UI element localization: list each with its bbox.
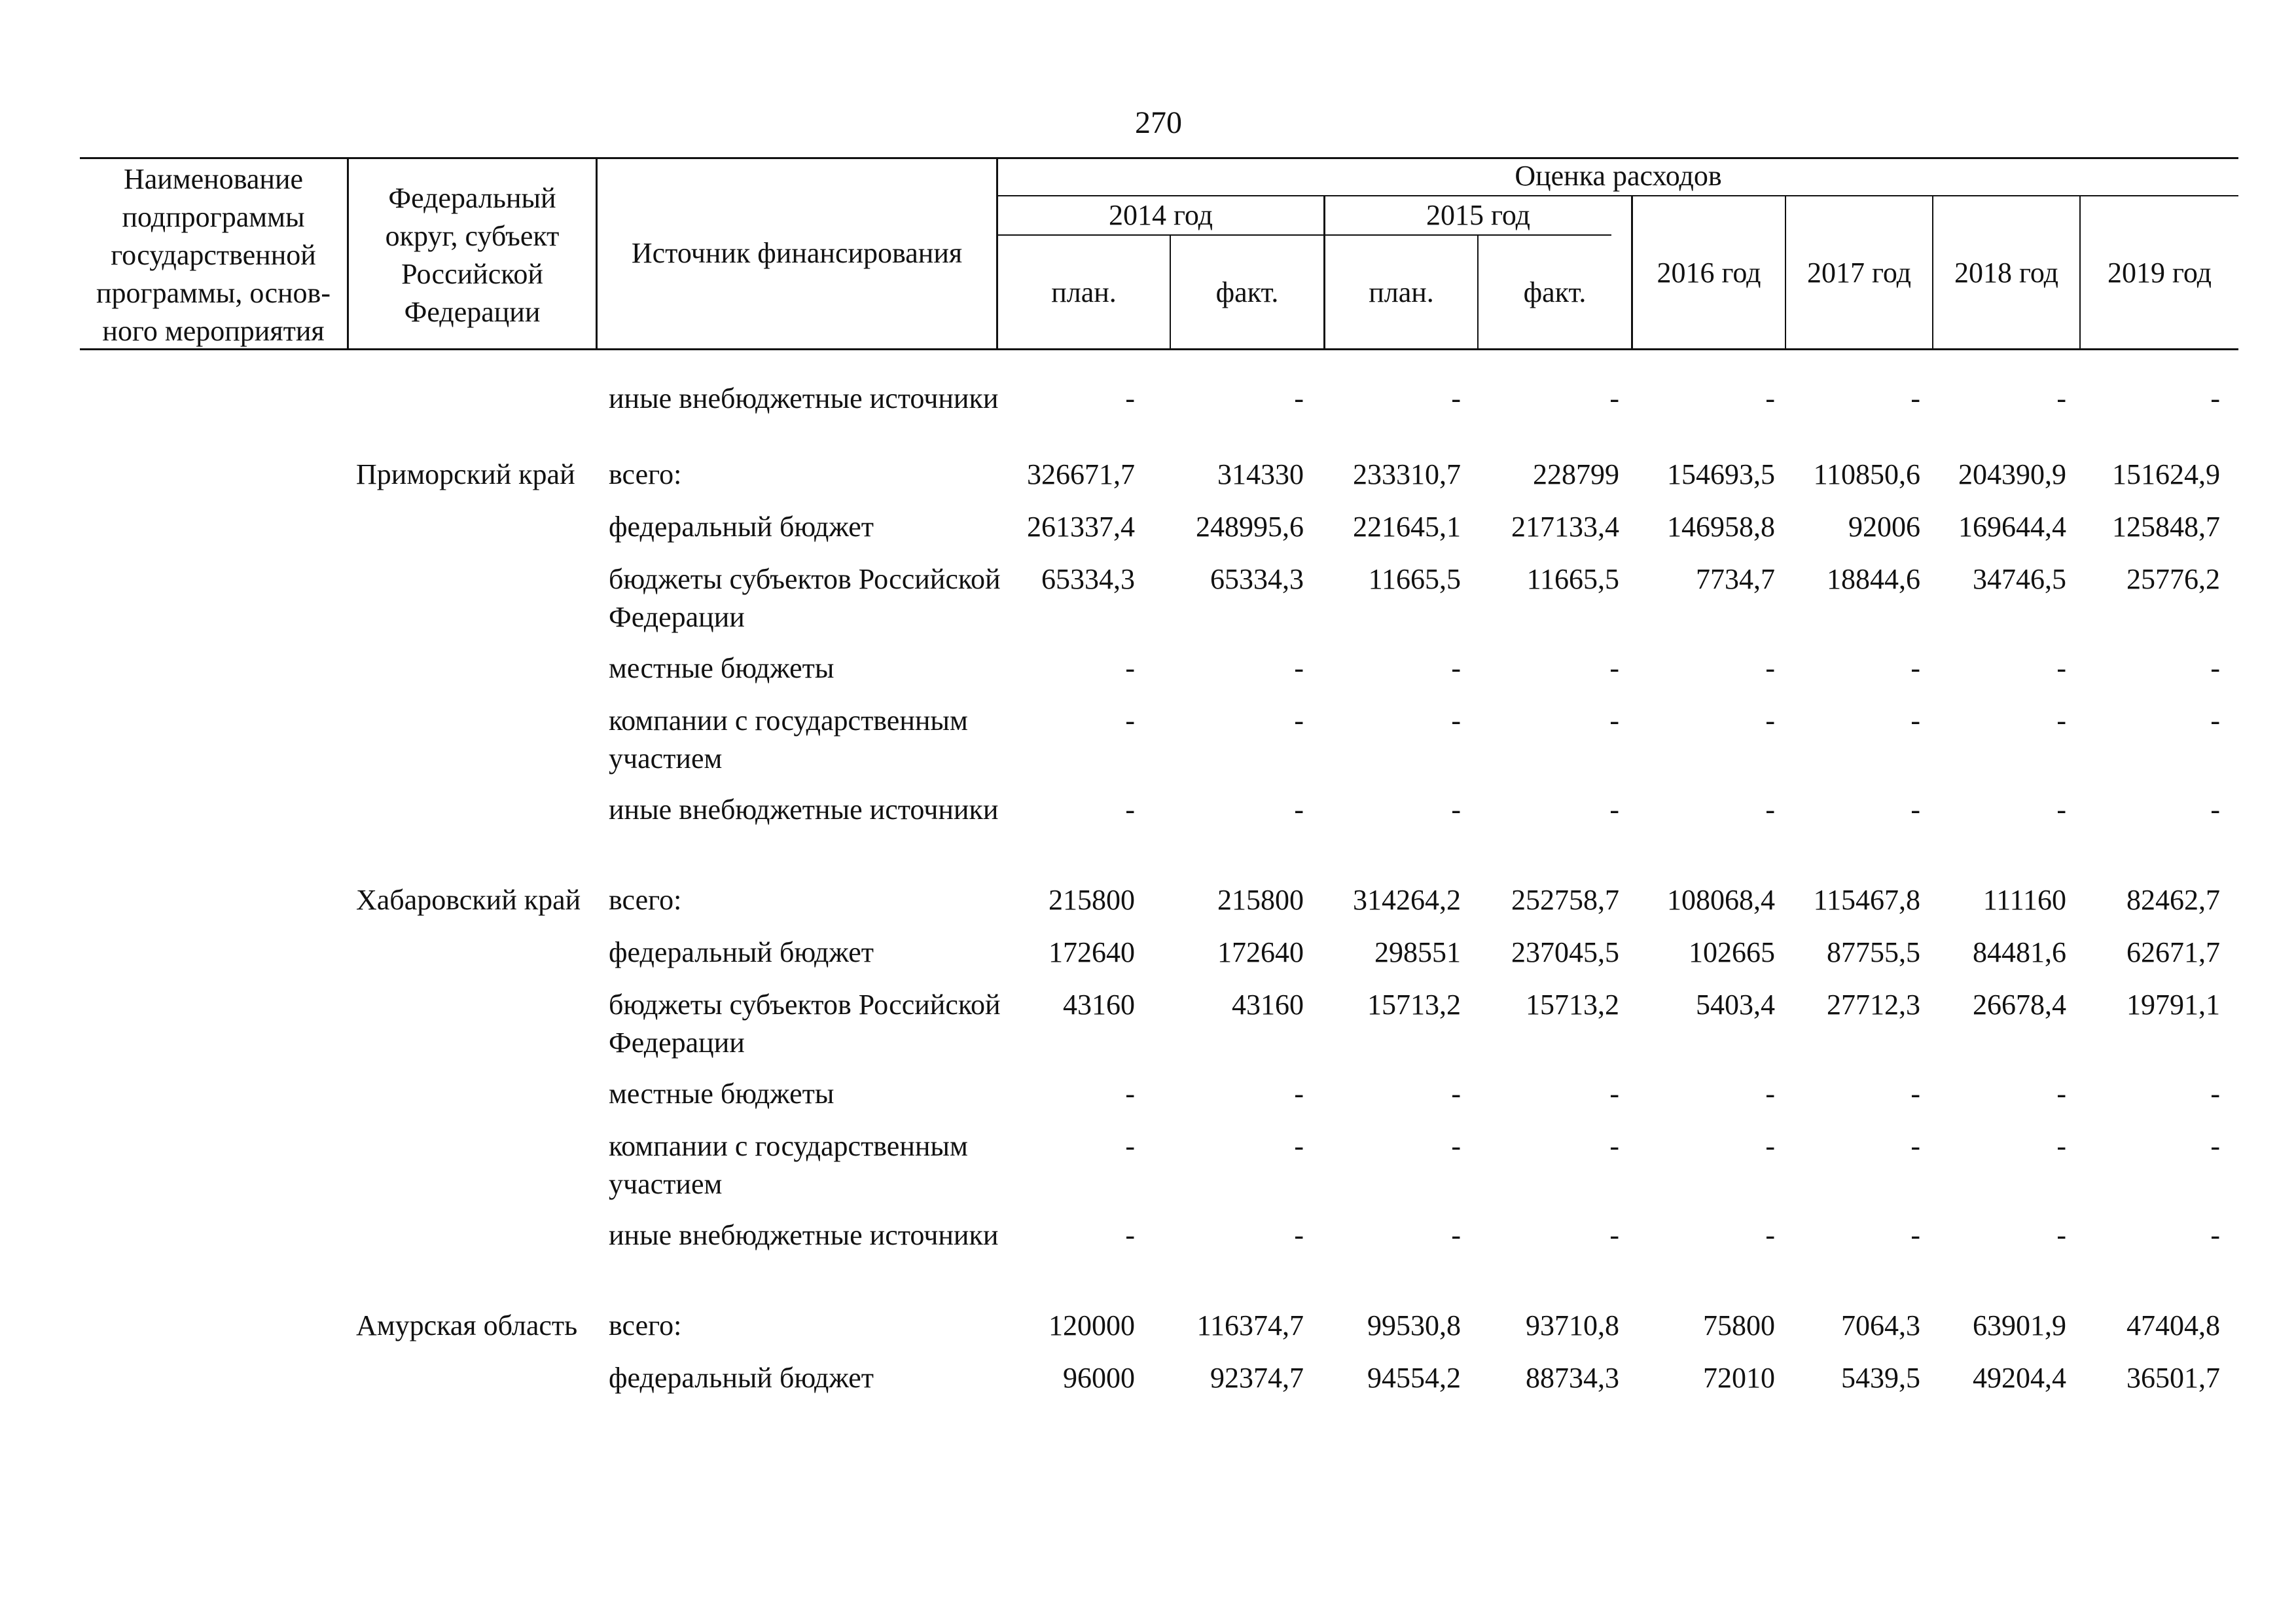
value-cell: 65334,3 (1041, 563, 1135, 595)
value-cell: 65334,3 (1210, 563, 1304, 595)
table-row (80, 380, 2238, 456)
value-cell: - (1910, 1130, 1920, 1162)
value-cell: - (1294, 793, 1304, 826)
value-cell: - (1609, 704, 1619, 737)
value-cell: - (2210, 1219, 2220, 1251)
value-cell: - (1609, 1219, 1619, 1251)
header-2015-plan: план. (1369, 276, 1434, 308)
value-cell: 314264,2 (1353, 884, 1461, 916)
value-cell: 75800 (1703, 1309, 1775, 1341)
value-cell: - (1125, 652, 1135, 684)
value-cell: - (1294, 652, 1304, 684)
value-cell: 15713,2 (1526, 989, 1619, 1021)
value-cell: - (1910, 1219, 1920, 1251)
value-cell: 233310,7 (1353, 458, 1461, 490)
value-cell: - (2210, 382, 2220, 414)
value-cell: 92006 (1848, 511, 1920, 543)
value-cell: - (1451, 1078, 1461, 1110)
value-cell: - (1125, 793, 1135, 826)
subject-cell: Амурская область (356, 1309, 578, 1341)
value-cell: - (1609, 652, 1619, 684)
value-cell: - (2210, 793, 2220, 826)
source-cell: иные внебюджетные источники (609, 793, 999, 826)
value-cell: - (2056, 1219, 2066, 1251)
value-cell: - (2056, 704, 2066, 737)
source-cell: федеральный бюджет (609, 1362, 874, 1394)
header-2015-fact: факт. (1523, 276, 1587, 308)
value-cell: - (1765, 382, 1775, 414)
value-cell: 5439,5 (1841, 1362, 1920, 1394)
table-row (80, 560, 2238, 649)
value-cell: - (1609, 382, 1619, 414)
table-row (80, 934, 2238, 986)
value-cell: 94554,2 (1367, 1362, 1461, 1394)
table-row (80, 508, 2238, 560)
value-cell: 204390,9 (1958, 458, 2066, 490)
value-cell: 108068,4 (1667, 884, 1775, 916)
value-cell: - (2056, 1130, 2066, 1162)
value-cell: 72010 (1703, 1362, 1775, 1394)
source-cell: компании с государственным участием (609, 704, 968, 775)
table-row (80, 1359, 2238, 1412)
header-expenses: Оценка расходов (1515, 160, 1722, 192)
value-cell: 96000 (1063, 1362, 1135, 1394)
value-cell: 125848,7 (2112, 511, 2220, 543)
value-cell: - (2056, 382, 2066, 414)
value-cell: 7734,7 (1696, 563, 1775, 595)
value-cell: - (1910, 1078, 1920, 1110)
value-cell: 62671,7 (2126, 936, 2220, 968)
value-cell: - (1910, 793, 1920, 826)
header-year-2017: 2017 год (1806, 257, 1912, 289)
value-cell: - (1765, 704, 1775, 737)
header-2014-fact: факт. (1215, 276, 1279, 308)
value-cell: - (1765, 1130, 1775, 1162)
value-cell: 228799 (1533, 458, 1619, 490)
source-cell: федеральный бюджет (609, 511, 874, 543)
source-cell: всего: (609, 1309, 682, 1341)
table-row (80, 1127, 2238, 1216)
table-row (80, 986, 2238, 1075)
value-cell: 221645,1 (1353, 511, 1461, 543)
value-cell: 146958,8 (1667, 511, 1775, 543)
source-cell: компании с государственным участием (609, 1130, 968, 1200)
header-2014-plan: план. (1051, 276, 1117, 308)
value-cell: 19791,1 (2126, 989, 2220, 1021)
header-year-2019: 2019 год (2107, 257, 2212, 289)
value-cell: 102665 (1689, 936, 1775, 968)
value-cell: - (1609, 1078, 1619, 1110)
value-cell: 25776,2 (2126, 563, 2220, 595)
table-body (80, 380, 2238, 1412)
value-cell: - (1125, 1078, 1135, 1110)
value-cell: 27712,3 (1827, 989, 1920, 1021)
header-year-2014: 2014 год (1108, 199, 1213, 231)
value-cell: - (1294, 1130, 1304, 1162)
table-header (80, 157, 2238, 350)
value-cell: - (1451, 382, 1461, 414)
header-year-2016: 2016 год (1657, 257, 1761, 289)
value-cell: - (1125, 1130, 1135, 1162)
value-cell: - (1910, 652, 1920, 684)
value-cell: 261337,4 (1027, 511, 1135, 543)
value-cell: 88734,3 (1526, 1362, 1619, 1394)
value-cell: - (1451, 652, 1461, 684)
table-row (80, 791, 2238, 881)
value-cell: 92374,7 (1210, 1362, 1304, 1394)
source-cell: всего: (609, 884, 682, 916)
table-row (80, 1307, 2238, 1359)
value-cell: 172640 (1217, 936, 1304, 968)
header-year-2015: 2015 год (1426, 199, 1531, 231)
value-cell: - (1294, 1078, 1304, 1110)
value-cell: - (2210, 1078, 2220, 1110)
value-cell: 151624,9 (2112, 458, 2220, 490)
value-cell: 217133,4 (1511, 511, 1619, 543)
source-cell: иные внебюджетные источники (609, 382, 999, 414)
value-cell: - (2210, 704, 2220, 737)
value-cell: - (2056, 1078, 2066, 1110)
value-cell: 298551 (1374, 936, 1461, 968)
value-cell: - (1451, 1130, 1461, 1162)
header-program: Наименование подпрограммы государственной программы, основ-ного мероприятия (96, 163, 331, 347)
page-number: 270 (1135, 105, 1182, 140)
value-cell: - (1294, 1219, 1304, 1251)
value-cell: 154693,5 (1667, 458, 1775, 490)
value-cell: - (1910, 382, 1920, 414)
value-cell: - (1765, 1219, 1775, 1251)
subject-cell: Хабаровский край (356, 884, 581, 916)
value-cell: 169644,4 (1958, 511, 2066, 543)
value-cell: - (1765, 1078, 1775, 1110)
value-cell: - (2210, 1130, 2220, 1162)
value-cell: 5403,4 (1696, 989, 1775, 1021)
source-cell: местные бюджеты (609, 1078, 834, 1110)
value-cell: 82462,7 (2126, 884, 2220, 916)
value-cell: 115467,8 (1813, 884, 1920, 916)
value-cell: - (1294, 382, 1304, 414)
value-cell: 47404,8 (2126, 1309, 2220, 1341)
table-row (80, 456, 2238, 508)
value-cell: 11665,5 (1526, 563, 1619, 595)
header-subject: Федеральный округ, субъект Российской Федерации (385, 182, 560, 328)
table-row (80, 881, 2238, 934)
value-cell: 314330 (1217, 458, 1304, 490)
value-cell: 84481,6 (1973, 936, 2066, 968)
value-cell: 7064,3 (1841, 1309, 1920, 1341)
value-cell: - (1765, 793, 1775, 826)
value-cell: - (1765, 652, 1775, 684)
value-cell: 49204,4 (1973, 1362, 2066, 1394)
value-cell: - (1451, 704, 1461, 737)
table-row (80, 1216, 2238, 1307)
source-cell: бюджеты субъектов Российской Федерации (609, 563, 1001, 633)
source-cell: иные внебюджетные источники (609, 1219, 999, 1251)
value-cell: - (1125, 382, 1135, 414)
source-cell: федеральный бюджет (609, 936, 874, 968)
value-cell: 120000 (1049, 1309, 1135, 1341)
value-cell: - (1125, 1219, 1135, 1251)
value-cell: - (1451, 793, 1461, 826)
value-cell: 87755,5 (1827, 936, 1920, 968)
table-row (80, 702, 2238, 791)
value-cell: 43160 (1232, 989, 1304, 1021)
source-cell: бюджеты субъектов Российской Федерации (609, 989, 1001, 1059)
value-cell: - (1451, 1219, 1461, 1251)
table-row (80, 1075, 2238, 1127)
value-cell: 34746,5 (1973, 563, 2066, 595)
value-cell: 93710,8 (1526, 1309, 1619, 1341)
value-cell: - (1125, 704, 1135, 737)
value-cell: 43160 (1063, 989, 1135, 1021)
value-cell: 110850,6 (1813, 458, 1920, 490)
value-cell: - (1609, 793, 1619, 826)
value-cell: 215800 (1217, 884, 1304, 916)
value-cell: 18844,6 (1827, 563, 1920, 595)
source-cell: местные бюджеты (609, 652, 834, 684)
value-cell: 248995,6 (1196, 511, 1304, 543)
value-cell: 237045,5 (1511, 936, 1619, 968)
value-cell: 326671,7 (1027, 458, 1135, 490)
value-cell: 215800 (1049, 884, 1135, 916)
value-cell: 99530,8 (1367, 1309, 1461, 1341)
value-cell: 111160 (1982, 884, 2066, 916)
header-source: Источник финансирования (631, 237, 963, 269)
value-cell: - (1609, 1130, 1619, 1162)
value-cell: 63901,9 (1973, 1309, 2066, 1341)
value-cell: 172640 (1049, 936, 1135, 968)
value-cell: - (2056, 793, 2066, 826)
value-cell: - (2210, 652, 2220, 684)
header-year-2018: 2018 год (1954, 257, 2059, 289)
value-cell: 11665,5 (1368, 563, 1461, 595)
source-cell: всего: (609, 458, 682, 490)
value-cell: 252758,7 (1511, 884, 1619, 916)
value-cell: 26678,4 (1973, 989, 2066, 1021)
value-cell: 36501,7 (2126, 1362, 2220, 1394)
value-cell: 15713,2 (1367, 989, 1461, 1021)
subject-cell: Приморский край (356, 458, 575, 490)
value-cell: - (1294, 704, 1304, 737)
value-cell: - (1910, 704, 1920, 737)
value-cell: - (2056, 652, 2066, 684)
value-cell: 116374,7 (1196, 1309, 1304, 1341)
table-row (80, 649, 2238, 702)
